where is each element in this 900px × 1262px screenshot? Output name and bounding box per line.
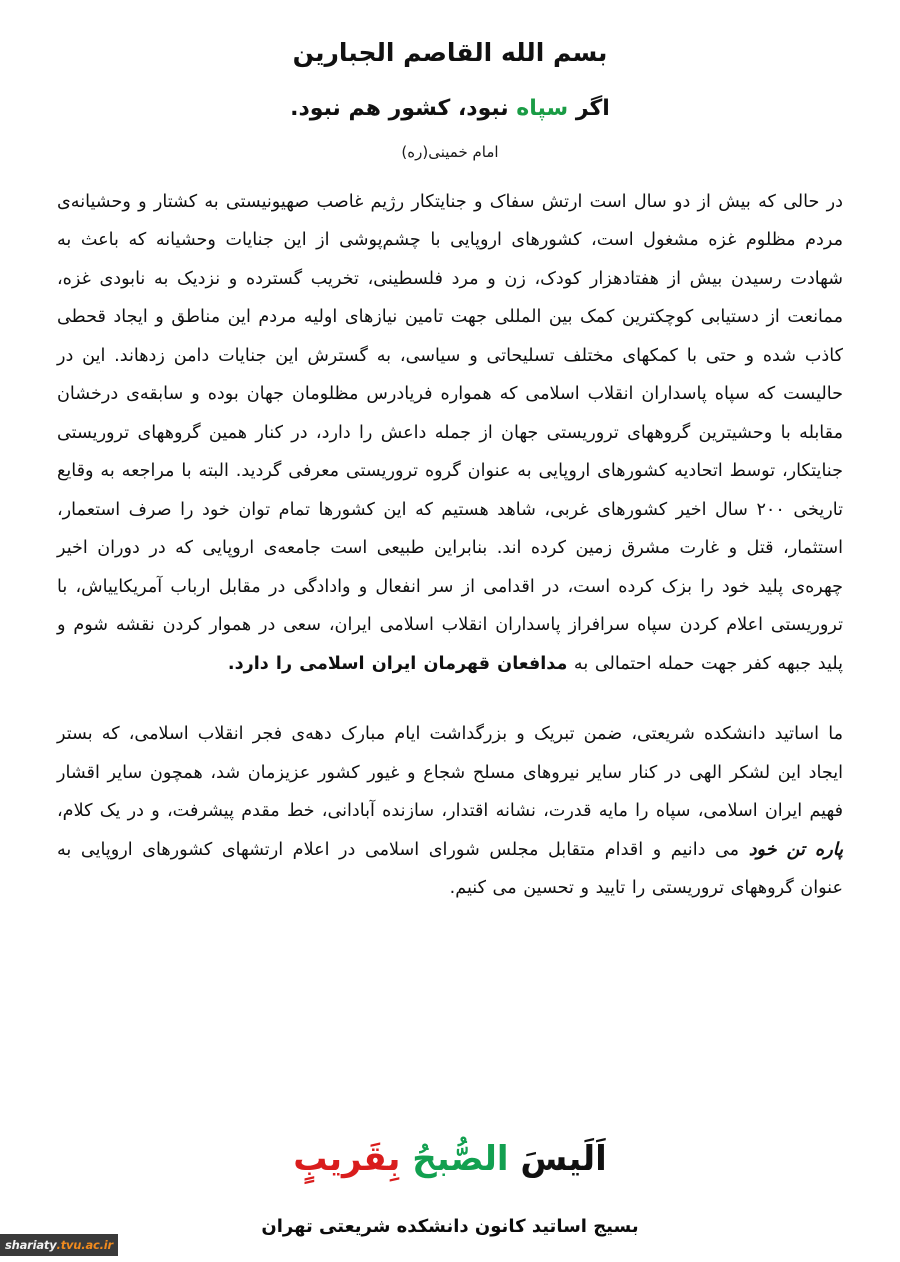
quote-highlight-sepah: سپاه bbox=[516, 96, 569, 121]
site-watermark bbox=[0, 1234, 118, 1256]
body-paragraph-2 bbox=[57, 715, 843, 908]
quranic-calligraphy bbox=[0, 1138, 900, 1181]
watermark-site-name: shariaty bbox=[4, 1238, 57, 1252]
quote-prefix: اگر bbox=[568, 96, 610, 121]
organization-signature: بسیج اساتید کانون دانشکده شریعتی تهران bbox=[261, 1216, 639, 1237]
calligraphy-segment-green: الصُّبحُ bbox=[400, 1139, 509, 1179]
signature-block bbox=[0, 1216, 900, 1237]
bismillah-heading: بسم الله القاصم الجبارین bbox=[292, 38, 608, 67]
watermark-site-domain: .tvu.ac.ir bbox=[56, 1238, 114, 1252]
paragraph-2-run-normal-a: ما اساتید دانشکده شریعتی، ضمن تبریک و بزرگداشت ایام مبارک دهه‌ی فجر انقلاب اسلامی، که بستر ایجاد این لشکر الهی در کنار سایر نیروهای مسلح شجاع و غیور کشور عزیزمان شد، همچون سایر اقشار فهیم ایران اسلامی، سپاه را مایه قدرت، نشانه اقتدار، سازنده آبادانی، خط مقدم پیشرفت، و در یک کلام، bbox=[57, 724, 843, 822]
paragraph-1-run-bold: مدافعان قهرمان ایران اسلامی را دارد. bbox=[227, 653, 568, 674]
paragraph-2-run-normal-b: می دانیم و اقدام متقابل مجلس شورای اسلامی در اعلام ارتشهای کشورهای اروپایی به عنوان گروههای تروریستی را تایید و تحسین می کنیم. bbox=[57, 839, 843, 899]
paragraph-2-run-bold-italic: پاره تن خود bbox=[748, 839, 844, 860]
body-paragraph-1 bbox=[57, 183, 843, 684]
document-body bbox=[57, 161, 843, 908]
calligraphy-segment-black: اَلَیسَ bbox=[508, 1139, 607, 1179]
document-header bbox=[0, 0, 900, 161]
calligraphy-block bbox=[0, 1138, 900, 1181]
paragraph-1-run-normal: در حالی که بیش از دو سال است ارتش سفاک و جنایتکار رژیم غاصب صهیونیستی به کشتار و وحشیانه‌ی مردم مظلوم غزه مشغول است، کشورهای اروپایی با چشم‌پوشی از این جنایات وحشیانه که باعث به شهادت رسیدن بیش از هفتادهزار کودک، زن و مرد فلسطینی، تخریب گسترده و نزدیک به نابودی غزه، ممانعت از دستیابی کوچکترین کمک بین المللی جهت تامین نیازهای اولیه مردم این مناطق و ایجاد قحطی کاذب شده و حتی با کمکهای مختلف تسلیحاتی و سیاسی، به گسترش این جنایات دامن زدهاند. این در حالیست که سپاه پاسداران انقلاب اسلامی که همواره فریادرس مظلومان جهان بوده و سابقه‌ی درخشان مقابله با وحشیترین گروههای تروریستی جهان از جمله داعش را دارد، در کنار همین گروههای تروریستی جنایتکار، توسط اتحادیه کشورهای اروپایی به عنوان گروه تروریستی معرفی گردید. البته با مراجعه به وقایع تاریخی ۲۰۰ سال اخیر کشورهای غربی، شاهد هستیم که این کشورها تمام توان خود را صرف استعمار، استثمار، قتل و غارت مشرق زمین کرده اند. بنابراین طبیعی است جامعه‌ی اروپایی که در دوران اخیر چهره‌ی پلید خود را بزک کرده است، در اقدامی از سر انفعال و وادادگی در مقابل ارباب آمریکاییاش، با تروریستی اعلام کردن سپاه سرافراز پاسداران انقلاب اسلامی ایران، سعی در هموار کردن نقشه شوم و پلید جبهه کفر جهت حمله احتمالی به bbox=[57, 191, 844, 674]
calligraphy-segment-red: بِقَریبٍ bbox=[293, 1139, 401, 1179]
quote-suffix: نبود، کشور هم نبود. bbox=[290, 96, 517, 121]
quote-attribution: امام خمینی(ره) bbox=[401, 142, 499, 161]
leader-quote bbox=[0, 95, 900, 124]
